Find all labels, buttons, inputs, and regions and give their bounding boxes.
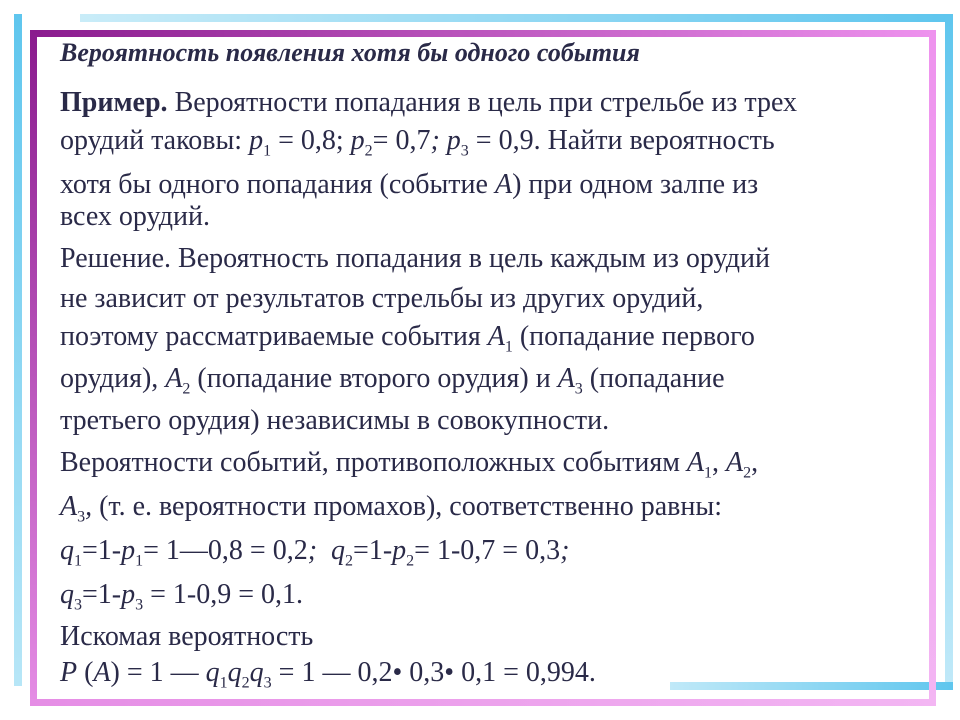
formula-q3 <box>60 578 303 612</box>
subscript: 2 <box>345 552 354 570</box>
text: поэтому рассматриваемые события <box>60 321 488 352</box>
text: (попадание первого <box>512 321 755 352</box>
subscript: 1 <box>263 142 272 160</box>
symbol-q3: q <box>249 657 264 688</box>
answer-formula <box>60 656 596 690</box>
text: ) = 1 — <box>110 657 206 688</box>
symbol-A3: A <box>557 363 575 394</box>
text: = 1 — 0,2• 0,3• 0,1 = 0,994. <box>271 657 596 688</box>
text: ) при одном залпе из <box>512 169 759 200</box>
symbol-q2: q <box>331 535 346 566</box>
subscript: 3 <box>574 380 583 398</box>
text: ; <box>307 535 332 566</box>
text: = 0,8; <box>271 125 351 156</box>
text: =1- <box>82 535 122 566</box>
example-label: Пример. <box>60 87 168 118</box>
symbol-p3: p <box>121 579 136 610</box>
frame-left-magenta-bar <box>30 30 37 706</box>
text: , <box>85 491 93 522</box>
text: (попадание <box>582 363 725 394</box>
formula-q1-q2 <box>60 534 569 568</box>
subscript: 1 <box>504 338 513 356</box>
frame-right-cyan-bar <box>945 14 953 686</box>
subscript: 3 <box>74 596 82 614</box>
text: ; <box>430 125 440 156</box>
subscript: 3 <box>135 596 144 614</box>
solution-line-7 <box>60 490 722 524</box>
subscript: 2 <box>182 380 191 398</box>
text: = 1-0,9 = 0,1. <box>143 579 304 610</box>
subscript: 1 <box>135 552 144 570</box>
solution-line-6 <box>60 446 758 480</box>
symbol-A1: A <box>686 447 705 478</box>
frame-bottom-cyan-bar <box>670 682 953 690</box>
subscript: 2 <box>364 142 373 160</box>
text: =1- <box>353 535 393 566</box>
text: , <box>751 447 759 478</box>
example-line-4: всех орудий. <box>60 201 210 232</box>
symbol-q1: q <box>205 657 220 688</box>
text: =1- <box>82 579 122 610</box>
text: ; <box>560 535 570 566</box>
symbol-q2: q <box>227 657 242 688</box>
symbol-q3: q <box>60 579 74 610</box>
text: = 0,9. Найти вероятность <box>468 125 775 156</box>
solution-line-3 <box>60 320 755 354</box>
subscript: 3 <box>77 508 86 526</box>
symbol-p1: p <box>121 535 136 566</box>
subscript: 2 <box>743 464 752 482</box>
text: = 1-0,7 = 0,3 <box>414 535 561 566</box>
symbol-P: P <box>60 657 78 688</box>
subscript: 3 <box>460 142 469 160</box>
frame-top-cyan-bar <box>80 14 946 22</box>
answer-label: Искомая вероятность <box>60 621 314 652</box>
subscript: 2 <box>241 674 250 692</box>
solution-line-4 <box>60 362 725 396</box>
example-line-1 <box>60 86 797 120</box>
symbol-p2: p <box>350 125 365 156</box>
symbol-A2: A <box>165 363 183 394</box>
subscript: 3 <box>263 674 272 692</box>
text: орудия), <box>60 363 166 394</box>
symbol-p2: p <box>392 535 407 566</box>
text: орудий таковы: <box>60 125 250 156</box>
frame-right-magenta-bar <box>929 30 936 706</box>
text: ( <box>77 657 94 688</box>
symbol-A: A <box>494 169 513 200</box>
text: = 0,7 <box>372 125 431 156</box>
symbol-A2: A <box>726 447 744 478</box>
text: = 1—0,8 = 0,2 <box>143 535 308 566</box>
frame-bottom-magenta-bar <box>30 699 936 706</box>
symbol-p3: p <box>439 125 461 156</box>
text: хотя бы одного попадания (событие <box>60 169 495 200</box>
symbol-A: A <box>93 657 111 688</box>
example-line-2 <box>60 124 775 158</box>
text: (т. е. вероятности промахов), соответственно равны: <box>92 491 722 522</box>
subscript: 1 <box>704 464 713 482</box>
subscript: 1 <box>74 552 82 570</box>
symbol-A1: A <box>487 321 505 352</box>
slide-title: Вероятность появления хотя бы одного события <box>60 38 640 67</box>
text: Вероятности событий, противоположных событиям <box>60 447 687 478</box>
symbol-q1: q <box>60 535 74 566</box>
solution-line-1: Решение. Вероятность попадания в цель каждым из орудий <box>60 243 770 274</box>
example-text-1: Вероятности попадания в цель при стрельбе из трех <box>174 87 798 118</box>
subscript: 2 <box>406 552 415 570</box>
text: , <box>712 447 727 478</box>
text: (попадание второго орудия) и <box>190 363 558 394</box>
solution-line-2: не зависит от результатов стрельбы из других орудий, <box>60 283 704 314</box>
subscript: 1 <box>219 674 228 692</box>
example-line-3 <box>60 168 758 202</box>
solution-line-5: третьего орудия) независимы в совокупности. <box>60 405 610 436</box>
symbol-A3: A <box>60 491 78 522</box>
symbol-p1: p <box>249 125 264 156</box>
frame-left-cyan-bar <box>14 14 22 686</box>
